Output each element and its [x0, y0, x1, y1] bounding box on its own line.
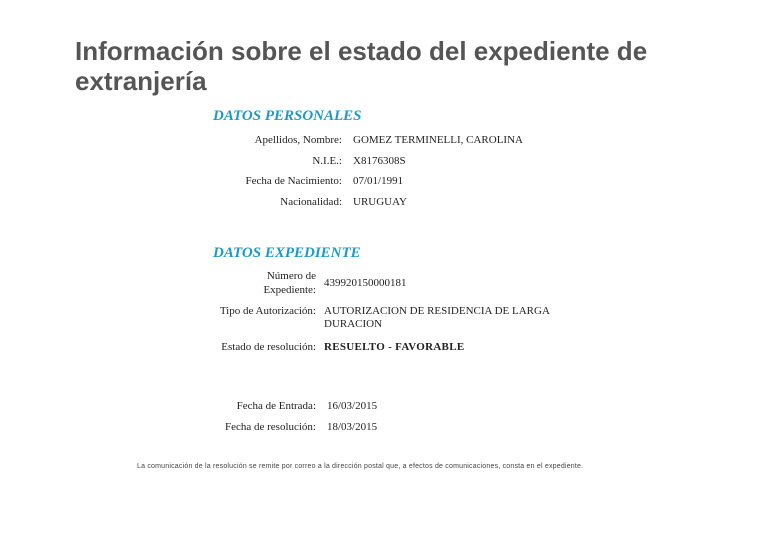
authorization-type-value: AUTORIZACION DE RESIDENCIA DE LARGA DURACION	[324, 305, 550, 330]
resolution-date-value: 18/03/2015	[327, 421, 378, 433]
authorization-type-label: Tipo de Autorización:	[219, 305, 316, 317]
name-label: Apellidos, Nombre:	[254, 134, 342, 146]
birth-date-value: 07/01/1991	[353, 175, 404, 187]
name-value: GOMEZ TERMINELLI, CAROLINA	[353, 134, 523, 146]
footnote: La comunicación de la resolución se remite por correo a la dirección postal que, a efectos de comunicaciones, consta en el expediente.	[137, 463, 584, 470]
page-title: Información sobre el estado del expediente de extranjería	[75, 36, 648, 96]
birth-date-label: Fecha de Nacimiento:	[245, 175, 342, 187]
file-number-label-line1: Número de	[266, 270, 316, 282]
entry-date-value: 16/03/2015	[327, 400, 378, 412]
entry-date-label: Fecha de Entrada:	[236, 400, 316, 412]
resolution-status-value: RESUELTO - FAVORABLE	[324, 341, 465, 353]
nationality-value: URUGUAY	[353, 196, 407, 208]
resolution-date-label: Fecha de resolución:	[224, 421, 316, 433]
nie-label: N.I.E.:	[312, 155, 342, 167]
nie-value: X8176308S	[353, 155, 406, 167]
personal-data-heading: DATOS PERSONALES	[213, 108, 362, 124]
resolution-status-label: Estado de resolución:	[221, 341, 316, 353]
nationality-label: Nacionalidad:	[280, 196, 342, 208]
file-data-heading: DATOS EXPEDIENTE	[213, 245, 361, 261]
file-number-label-line2: Expediente:	[263, 284, 316, 296]
file-number-value: 439920150000181	[324, 277, 407, 289]
